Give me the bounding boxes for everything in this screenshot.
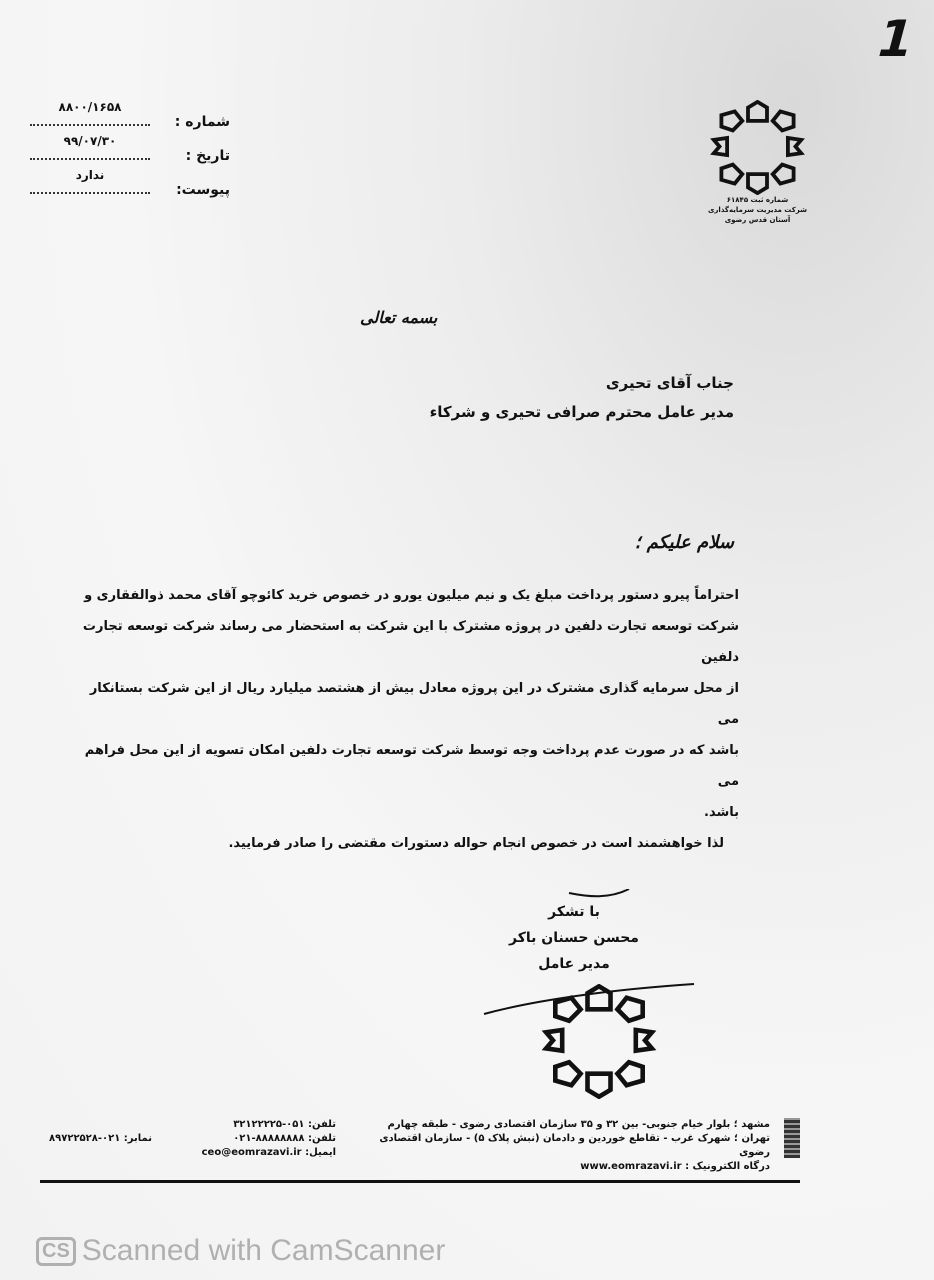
email-link[interactable]: ایمیل: ceo@eomrazavi.ir <box>201 1147 336 1158</box>
phone-mashhad: تلفن: ۰۵۱-۳۲۱۲۲۲۲۵ <box>233 1119 336 1130</box>
website-link[interactable]: درگاه الکترونیک : www.eomrazavi.ir <box>580 1161 770 1172</box>
body-line: باشد. <box>704 805 739 820</box>
body-line: از محل سرمایه گذاری مشترک در این پروژه معادل بیش از هشتصد میلیارد ریال از این شرکت بستانکار می <box>89 681 739 727</box>
logo-caption-line: شرکت مدیریت سرمایه‌گذاری <box>707 206 808 214</box>
logo-emblem-icon <box>710 100 805 195</box>
address-tehran: تهران ؛ شهرک غرب - تقاطع خوردین و دادمان (نبش پلاک ۵) - سازمان اقتصادی رضوی <box>379 1133 770 1158</box>
page-number-marker: 1 <box>870 10 921 68</box>
body-line: لذا خواهشمند است در خصوص انجام حواله دستورات مقتضی را صادر فرمایید. <box>228 836 724 851</box>
handwritten-signature-icon <box>479 889 699 1019</box>
camscanner-watermark <box>36 1234 445 1268</box>
company-logo <box>700 100 815 225</box>
greeting: سلام علیکم ؛ <box>634 532 734 553</box>
logo-caption-line: آستان قدس رضوی <box>724 216 791 224</box>
footer-addresses <box>350 1118 770 1174</box>
qr-code-icon <box>784 1118 800 1158</box>
camscanner-badge: CS <box>36 1237 76 1266</box>
date-value: ۹۹/۰۷/۳۰ <box>63 134 117 148</box>
signatory-name: محسن حسنان باکر <box>509 930 639 946</box>
body-line: احتراماً پیرو دستور پرداخت مبلغ یک و نیم میلیون یورو در خصوص خرید کائوچو آقای محمد ذوالفقاری و <box>84 588 739 603</box>
body-line: باشد که در صورت عدم پرداخت وجه توسط شرکت توسعه تجارت دلفین امکان تسویه از این محل فراهم می <box>84 743 739 789</box>
address-mashhad: مشهد ؛ بلوار خیام جنوبی- بین ۳۲ و ۳۵ سازمان اقتصادی رضوی - طبقه چهارم <box>387 1119 770 1130</box>
footer-rule <box>40 1180 800 1183</box>
camscanner-text: Scanned with CamScanner <box>81 1234 446 1267</box>
footer <box>40 1118 800 1183</box>
recipient-title: مدیر عامل محترم صرافی تحیری و شرکاء <box>429 403 734 421</box>
footer-contacts <box>166 1118 336 1160</box>
letter-attachment <box>30 168 230 206</box>
fax-number: نمابر: ۰۲۱-۸۹۷۲۲۵۲۸ <box>49 1133 152 1144</box>
phone-tehran: تلفن: ۸۸۸۸۸۸۸۸-۰۲۱ <box>233 1133 336 1144</box>
number-value: ۸۸۰۰/۱۶۵۸ <box>58 100 122 114</box>
body-line: شرکت توسعه تجارت دلفین در پروژه مشترک با این شرکت به استحضار می رساند شرکت توسعه تجارت دلفین <box>82 619 739 665</box>
attachment-label: پیوست: <box>176 182 230 198</box>
logo-caption-line: شماره ثبت ۶۱۸۴۵ <box>726 196 789 204</box>
recipient-name: جناب آقای تحیری <box>605 374 734 392</box>
signature-block <box>479 889 739 1139</box>
letter-flow <box>79 580 739 1139</box>
letter-body <box>79 580 739 859</box>
date-label: تاریخ : <box>185 148 230 164</box>
invocation-heading: بسمه تعالی <box>360 308 438 327</box>
signature-closing: با تشکر <box>548 904 600 920</box>
attachment-value: ندارد <box>75 168 105 182</box>
signatory-role: مدیر عامل <box>538 956 610 972</box>
number-label: شماره : <box>174 114 230 130</box>
